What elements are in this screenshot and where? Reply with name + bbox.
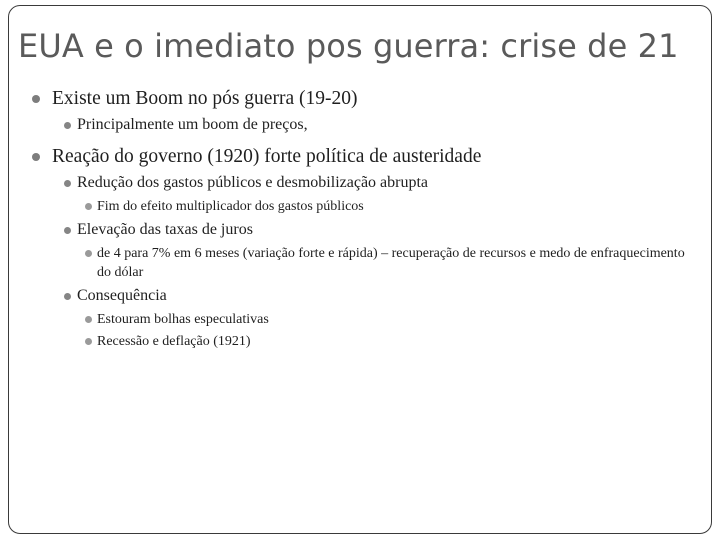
- bullet-item: [20, 310, 700, 329]
- bullet-text: Redução dos gastos públicos e desmobilização abrupta: [77, 174, 429, 191]
- bullet-text: Estouram bolhas especulativas: [97, 312, 269, 327]
- bullet-item: [20, 244, 700, 282]
- bullet-dot-icon: [85, 338, 92, 345]
- bullet-dot-icon: [64, 122, 71, 129]
- bullet-dot-icon: [64, 180, 71, 187]
- bullet-item: [20, 332, 700, 351]
- bullet-dot-icon: [64, 293, 71, 300]
- bullet-item: [20, 197, 700, 216]
- bullet-text: Existe um Boom no pós guerra (19-20): [52, 88, 358, 109]
- slide-content: [20, 86, 700, 354]
- bullet-item: [20, 114, 700, 136]
- bullet-text: Reação do governo (1920) forte política de austeridade: [52, 146, 482, 167]
- bullet-text: Fim do efeito multiplicador dos gastos públicos: [97, 199, 364, 214]
- bullet-item: [20, 86, 700, 112]
- bullet-dot-icon: [85, 203, 92, 210]
- bullet-item: [20, 219, 700, 241]
- bullet-text: de 4 para 7% em 6 meses (variação forte e rápida) – recuperação de recursos e medo de enfraquecimento do dólar: [97, 246, 685, 280]
- bullet-dot-icon: [32, 95, 40, 103]
- bullet-text: Principalmente um boom de preços,: [77, 116, 308, 133]
- bullet-dot-icon: [85, 250, 92, 257]
- bullet-dot-icon: [32, 153, 40, 161]
- bullet-text: Consequência: [77, 287, 167, 304]
- bullet-item: [20, 172, 700, 194]
- slide-title: EUA e o imediato pos guerra: crise de 21: [18, 27, 679, 65]
- bullet-text: Elevação das taxas de juros: [77, 221, 253, 238]
- bullet-text: Recessão e deflação (1921): [97, 334, 251, 349]
- bullet-dot-icon: [85, 316, 92, 323]
- bullet-dot-icon: [64, 227, 71, 234]
- bullet-item: [20, 285, 700, 307]
- bullet-item: [20, 144, 700, 170]
